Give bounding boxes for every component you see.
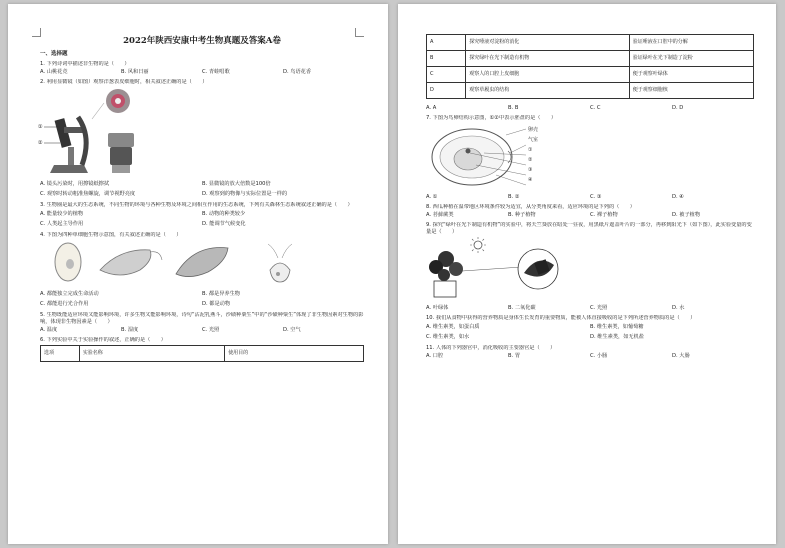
egg-figure xyxy=(426,123,754,193)
option: C. 裸子植物 xyxy=(590,212,618,218)
question-7: 7. 下图为鸟卵结构示意图，①②中表示胚盘的是（ ） xyxy=(426,115,557,121)
table-cell: 观察人的口腔上皮细胞 xyxy=(466,67,630,83)
question-6-options xyxy=(426,105,754,112)
question-2: 2. 利用显微镜（如图）观察洋葱表皮细胞时，相关叙述正确的是（ ） xyxy=(40,79,208,85)
option: D. 大肠 xyxy=(672,353,690,359)
document-page-left xyxy=(8,4,388,544)
option: A. A xyxy=(426,105,437,111)
option: C. 光照 xyxy=(202,327,220,333)
figure-label: ① xyxy=(38,124,43,130)
microscope-image xyxy=(40,87,240,179)
question-3: 3. 生物圈是最大的生态系统，不同生物的环境与各种生物及环境之间相互作用的生态系统，下列有关森林生态系统叙述正确的是（ ） xyxy=(40,202,353,208)
egg-label: 卵壳 xyxy=(528,127,539,133)
table-header-cell: 选项 xyxy=(41,346,80,362)
table-cell: C xyxy=(427,67,466,83)
option: B. ② xyxy=(508,194,520,200)
question-10: 10. 我们从食物中获得的营养物质是身体生长发育的重要物质，能被人体直接吸收的是下列所述营养物质的是（ ） xyxy=(426,315,696,321)
table-cell: 便于观察叶绿体 xyxy=(629,67,753,83)
bird-egg-image xyxy=(426,123,539,191)
egg-label: ③ xyxy=(528,167,533,173)
question-1: 1. 下列诗词中描述非生物的是（ ） xyxy=(40,61,130,67)
egg-label: ④ xyxy=(528,177,533,183)
option: A. 镜头污染时，用擦镜纸擦拭 xyxy=(40,181,110,187)
question-2-options xyxy=(40,181,364,198)
table-cell: 验证唾液在口腔中的分解 xyxy=(629,35,753,51)
egg-labels xyxy=(528,125,538,185)
option: B. 二氧化碳 xyxy=(508,305,536,311)
table-cell: 便于观察细胞核 xyxy=(629,83,753,99)
option: B. 都是异养生物 xyxy=(202,291,240,297)
option: C. 小肠 xyxy=(590,353,608,359)
question-5: 5. 生物既能适应环境又能影响环境，许多生物又能影响环境，诗句“沾泥乳燕斗，沙碛种粟生”中的“沙碛种粟生”体现了非生物因素对生物的影响，体现非生物因素是（ ） xyxy=(40,312,364,325)
option: B. 种子植物 xyxy=(508,212,536,218)
table-cell: 探究绿叶在光下制造有机物 xyxy=(466,51,630,67)
table-cell: A xyxy=(427,35,466,51)
option: D. 被子植物 xyxy=(672,212,701,218)
table-row xyxy=(427,51,754,67)
option: A. 都能独立完成生命活动 xyxy=(40,291,99,297)
option: A. 山桃花竞 xyxy=(40,69,68,75)
option: B. 胃 xyxy=(508,353,521,359)
question-5-options xyxy=(40,327,364,334)
microscope-figure xyxy=(40,87,364,179)
option: B. 风和日丽 xyxy=(121,69,149,75)
section-heading: 一、选择题 xyxy=(40,51,68,57)
table-cell: B xyxy=(427,51,466,67)
option: C. ③ xyxy=(590,194,602,200)
document-page-right xyxy=(398,4,776,544)
margin-corner-mark xyxy=(32,28,41,37)
potted-plant-icon xyxy=(429,251,463,297)
document-title: 2022年陕西安康中考生物真题及答案A卷 xyxy=(123,36,281,46)
option: B. 湿度 xyxy=(121,327,139,333)
option: A. ① xyxy=(426,194,438,200)
option: D. 空气 xyxy=(283,327,301,333)
option: D. 维生素类，如无机盐 xyxy=(590,334,644,340)
option: D. D xyxy=(672,105,684,111)
option: B. 显微镜的放大倍数是100倍 xyxy=(202,181,271,187)
option: A. 叶绿体 xyxy=(426,305,449,311)
table-cell: 验证绿叶在光下制造了淀粉 xyxy=(629,51,753,67)
option: D. 水 xyxy=(672,305,685,311)
table-cell: 观察草履虫的结构 xyxy=(466,83,630,99)
question-1-options xyxy=(40,69,364,76)
table-cell: 探究唾液对淀粉的消化 xyxy=(466,35,630,51)
table-row xyxy=(427,35,754,51)
option: A. 口腔 xyxy=(426,353,444,359)
question-6-table-header xyxy=(40,345,364,362)
option: A. 苔藓蕨类 xyxy=(426,212,454,218)
option: D. 观察到的物像与实际位置是一样的 xyxy=(202,191,288,197)
option: C. C xyxy=(590,105,601,111)
question-9: 9. 探究“绿叶在光下制造有机物”的实验中，将天竺葵放在暗处一昼夜，用黑纸片遮盖叶片的一部分，再移到阳光下（如下图），此实验变量的变量是（ ） xyxy=(426,222,752,235)
option: C. 人类起主导作用 xyxy=(40,221,84,227)
egg-label: ② xyxy=(528,157,533,163)
question-7-options xyxy=(426,194,754,201)
option: C. 维生素类，如水 xyxy=(426,334,470,340)
option: D. 能调节气候变化 xyxy=(202,221,246,227)
question-6-table xyxy=(426,34,754,99)
option: B. 维生素类，如葡萄糖 xyxy=(590,324,644,330)
option: A. 能量较少的植物 xyxy=(40,211,84,217)
figure-label: ② xyxy=(38,140,43,146)
question-11-options xyxy=(426,353,754,360)
question-8: 8. 西瓜种植在温带地区环境条件较为适宜，从分类角度来看，适应环境的是下列的（ ） xyxy=(426,204,635,210)
plant-experiment-figure xyxy=(426,237,586,301)
egg-label: ① xyxy=(528,147,533,153)
option: C. 青蛙唱歌 xyxy=(202,69,230,75)
sun-icon xyxy=(470,237,486,253)
margin-corner-mark xyxy=(355,28,364,37)
option: D. 鸟语花香 xyxy=(283,69,312,75)
question-8-options xyxy=(426,212,754,219)
question-4-options xyxy=(40,291,364,308)
covered-leaf-icon xyxy=(518,249,558,289)
option: C. 光照 xyxy=(590,305,608,311)
single-cell-organisms-figure xyxy=(40,240,340,286)
option: A. 温度 xyxy=(40,327,58,333)
table-row xyxy=(427,67,754,83)
question-10-options xyxy=(426,324,754,341)
table-row xyxy=(427,83,754,99)
table-header-cell: 实验名称 xyxy=(79,346,224,362)
question-6: 6. 下列实验中关于实验操作的叙述，正确的是（ ） xyxy=(40,337,166,343)
question-9-options xyxy=(426,305,754,312)
egg-label: 气室 xyxy=(528,137,539,143)
option: C. 都能进行光合作用 xyxy=(40,301,89,307)
table-header-cell: 使用目的 xyxy=(225,346,364,362)
option: B. B xyxy=(508,105,519,111)
question-4: 4. 下图为四种单细胞生物示意图，有关叙述正确的是（ ） xyxy=(40,232,182,238)
question-3-options xyxy=(40,211,364,228)
option: B. 动物的种类较少 xyxy=(202,211,246,217)
question-11: 11. 人体的下列器官中，消化吸收的主要器官是（ ） xyxy=(426,345,556,351)
option: D. ④ xyxy=(672,194,684,200)
option: D. 都是动物 xyxy=(202,301,231,307)
table-cell: D xyxy=(427,83,466,99)
option: A. 维生素类，如蛋白质 xyxy=(426,324,480,330)
option: C. 观察时转动粗准焦螺旋，调节视野亮度 xyxy=(40,191,136,197)
